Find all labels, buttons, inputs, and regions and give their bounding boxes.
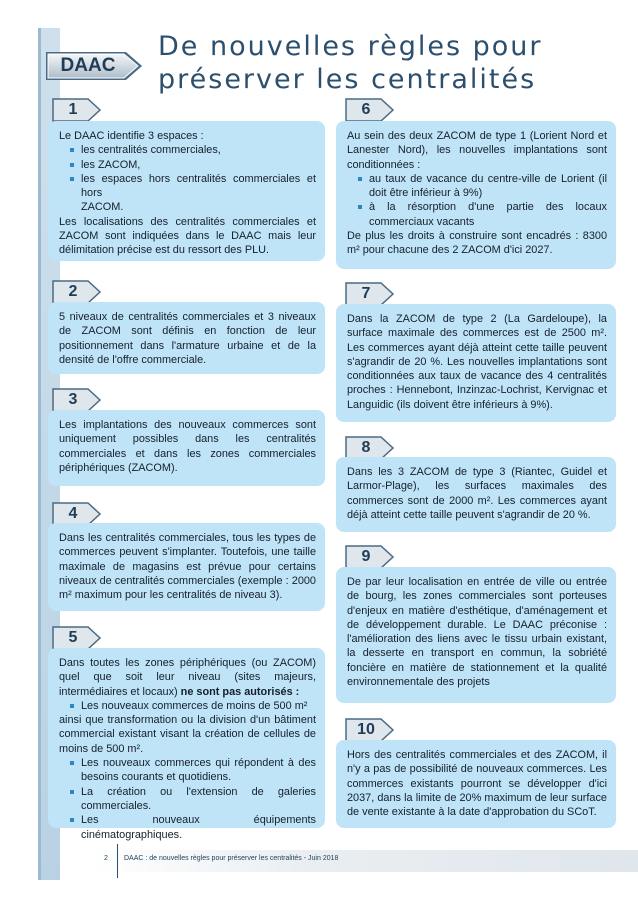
section-5-number-tab xyxy=(52,626,102,650)
section-6-item-1: au taux de vacance du centre-ville de Lorient (il doit être inférieur à 9%) xyxy=(347,172,607,201)
section-9-box xyxy=(336,567,616,703)
section-8-box xyxy=(336,457,616,532)
section-1-intro: Le DAAC identifie 3 espaces : xyxy=(59,130,204,142)
section-1-item-3-cont: ZACOM. xyxy=(81,201,124,214)
daac-tag-label: DAAC xyxy=(60,55,116,76)
footer-page-number: 2 xyxy=(104,855,108,862)
section-2-text: 5 niveaux de centralités commerciales et 3 niveaux de ZACOM sont définis en fonction de leur positionnement dans l'armature urbaine et de la densité de l'offre commerciale. xyxy=(59,311,316,366)
section-2-number-tab xyxy=(52,280,102,304)
page-title xyxy=(158,30,618,96)
section-9-number-tab xyxy=(345,545,395,569)
section-1-box xyxy=(48,121,325,261)
section-5-item-4: Les nouveaux équipements cinématographiques. xyxy=(59,813,316,842)
section-4-number: 4 xyxy=(68,505,78,522)
section-5-item-1: Les nouveaux commerces de moins de 500 m² xyxy=(59,699,316,713)
section-1-outro: Les localisations des centralités commerciales et ZACOM sont indiquées dans le DAAC mais leur délimitation précise est du ressort des PLU. xyxy=(59,215,316,257)
section-2-box xyxy=(48,302,325,374)
section-10-number: 10 xyxy=(357,721,375,738)
section-9-number: 9 xyxy=(361,548,371,565)
footer-text: DAAC : de nouvelles règles pour préserver les centralités - Juin 2018 xyxy=(124,855,339,862)
section-4-box xyxy=(48,523,325,611)
footer-divider xyxy=(117,844,118,878)
section-8-text: Dans les 3 ZACOM de type 3 (Riantec, Guidel et Larmor-Plage), les surfaces maximales des commerces sont de 2000 m². Les commerces ayant déjà atteint cette taille peuvent s'agrandir de 20 %. xyxy=(347,466,607,521)
section-1-item-2: les ZACOM, xyxy=(59,158,316,172)
section-1-item-3: les espaces hors centralités commerciales et hors xyxy=(59,172,316,201)
section-7-box xyxy=(336,304,616,422)
section-1-number: 1 xyxy=(68,101,78,118)
section-6-number: 6 xyxy=(361,101,371,118)
section-5-number: 5 xyxy=(68,629,78,646)
section-3-number-tab xyxy=(52,388,102,412)
section-5-item-1-cont: ainsi que transformation ou la division d'un bâtiment commercial existant visant la création de cellules de moins de 500 m². xyxy=(59,714,316,755)
section-1-item-1: les centralités commerciales, xyxy=(59,143,316,157)
section-8-number: 8 xyxy=(361,439,371,456)
section-7-number: 7 xyxy=(361,285,371,302)
page-title-line-1: De nouvelles règles pour xyxy=(158,31,543,62)
section-7-number-tab xyxy=(345,282,395,306)
section-5-intro xyxy=(59,656,316,699)
section-6-item-2: à la résorption d'une partie des locaux commerciaux vacants xyxy=(347,200,607,229)
section-5-intro-bold: ne sont pas autorisés : xyxy=(177,685,300,698)
section-5-item-2: Les nouveaux commerces qui répondent à des besoins courants et quotidiens. xyxy=(59,756,316,785)
section-7-text: Dans la ZACOM de type 2 (La Gardeloupe), la surface maximale des commerces est de 2500 m². Les commerces ayant déjà atteint cette taille peuvent s'agrandir de 20 %. Les nouvelles implantations sont conditionnées aux taux de vacance des 4 centralités proches : Hennebont, Inzinzac-Lochrist, Kervignac et Languidic (ils doivent être inférieurs à 9%). xyxy=(347,313,607,411)
section-3-box xyxy=(48,410,325,486)
section-5-intro-text: Dans toutes les zones périphériques (ou ZACOM) quel que soit leur niveau (sites majeurs, intermédiaires et locaux) xyxy=(59,657,316,698)
section-5-box xyxy=(48,648,325,841)
section-6-number-tab xyxy=(345,98,395,122)
section-4-text: Dans les centralités commerciales, tous les types de commerces peuvent s'implanter. Toutefois, une taille maximale de magasins est prévue pour certains niveaux de centralités commerciales (exemple : 2000 m² maximum pour les centralités de niveau 3). xyxy=(59,532,316,602)
daac-tag xyxy=(40,46,144,86)
left-band-edge xyxy=(38,28,41,880)
section-2-number: 2 xyxy=(68,283,78,300)
section-3-text: Les implantations des nouveaux commerces sont uniquement possibles dans les centralités commerciales et dans les zones commerciales périphériques (ZACOM). xyxy=(59,419,316,474)
section-6-box xyxy=(336,121,616,269)
section-1-number-tab xyxy=(52,98,102,122)
section-10-text: Hors des centralités commerciales et des ZACOM, il n'y a pas de possibilité de nouveaux commerces. Les commerces existants pourront se développer d'ici 2037, dans la limite de 20% maximum de leur surface de vente existante à la date d'approbation du SCoT. xyxy=(347,749,607,819)
section-3-number: 3 xyxy=(68,391,78,408)
section-6-outro: De plus les droits à construire sont encadrés : 8300 m² pour chacune des 2 ZACOM d'ici 2027. xyxy=(347,230,607,257)
section-5-item-3: La création ou l'extension de galeries commerciales. xyxy=(59,785,316,814)
section-10-box xyxy=(336,740,616,828)
page-title-line-2: préserver les centralités xyxy=(158,64,537,95)
section-6-intro: Au sein des deux ZACOM de type 1 (Lorient Nord et Lanester Nord), les nouvelles implantations sont conditionnées : xyxy=(347,130,607,171)
section-10-number-tab xyxy=(345,718,395,742)
section-9-text: De par leur localisation en entrée de ville ou entrée de bourg, les zones commerciales sont porteuses d'enjeux en matière d'esthétique, d'aménagement et de développement durable. Le DAAC préconise : l'amélioration des liens avec le tissu urbain existant, la desserte en transport en commun, la sobriété foncière en matière de stationnement et la qualité environnementale des projets xyxy=(347,576,607,689)
